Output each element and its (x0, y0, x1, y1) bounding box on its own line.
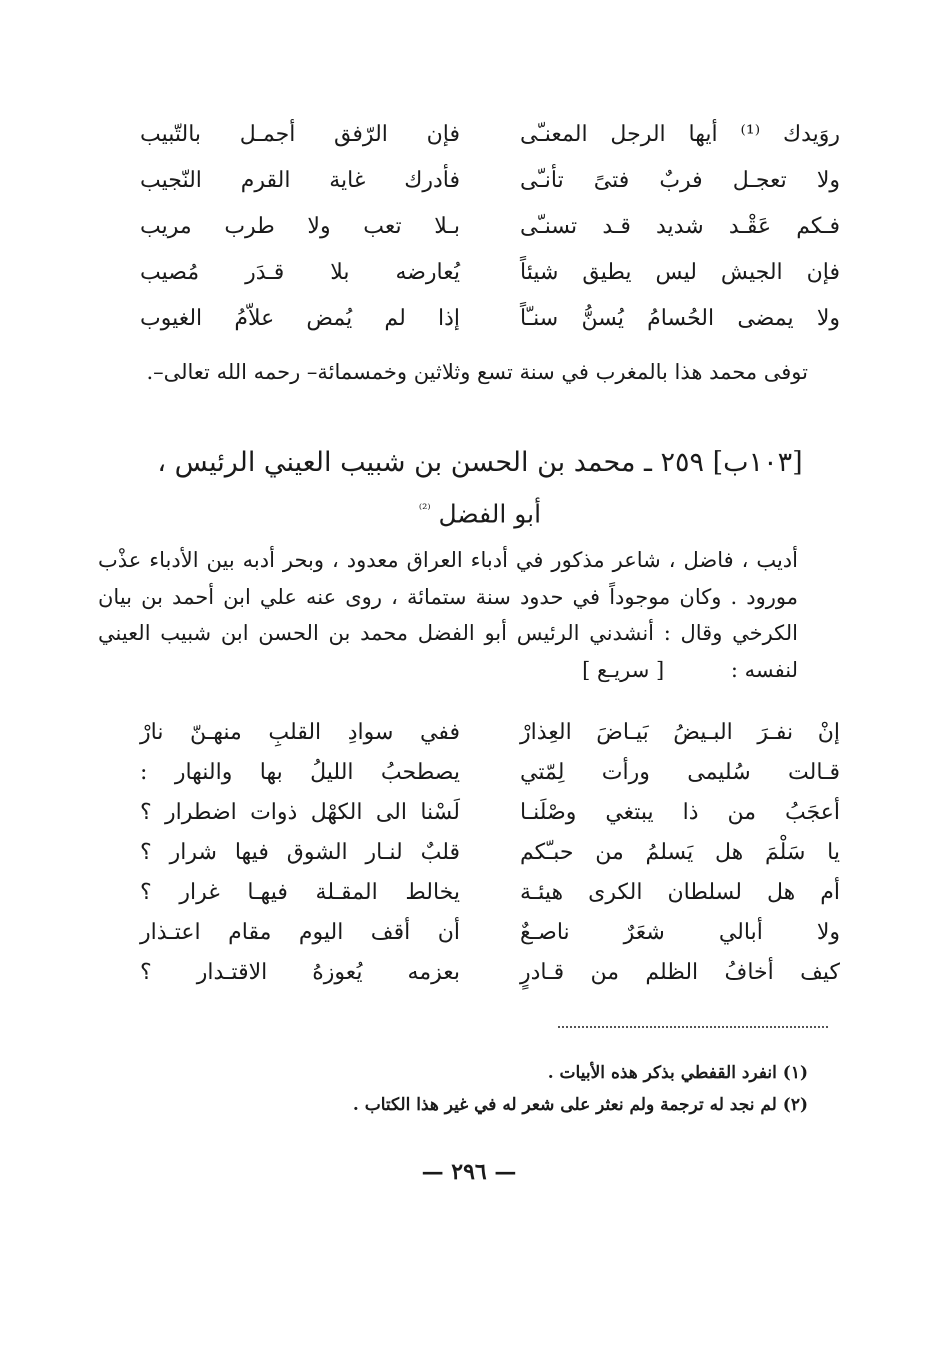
verse-second-hemistich: قلبٌ لنـار الشوق فيها شرار ؟ (140, 840, 460, 865)
death-note-paragraph: توفى محمد هذا بالمغرب في سنة تسع وثلاثين وخمسمائة– رحمه الله تعالى–. (146, 360, 808, 384)
biography-text: أديب ، فاضل ، شاعر مذكور في أدباء العراق معدود ، وبحر أدبه بين الأدباء عذْب مورود . وكان موجوداً في حدود سنة ستمائة ، روى عنه علي ابن أحمد بن بيان الكرخي وقال : أنشدني الرئيس أبو الفضل محمد بن الحسن ابن شبيب العيني لنفسه : (98, 548, 798, 682)
poem-2 (140, 713, 840, 1003)
verse-second-hemistich: يصطحبُ الليلُ بها والنهار : (140, 760, 460, 785)
poem-1 (140, 112, 840, 342)
poetic-meter-label: [ سريـع ] (582, 657, 665, 682)
entry-subtitle-text: أبو الفضل (438, 499, 542, 529)
verse-second-hemistich: إذا لم يُمض علاّمُ الغيوب (140, 306, 460, 331)
page-number: — ٢٩٦ — (421, 1159, 517, 1185)
verse-line (140, 913, 840, 953)
verse-second-hemistich: يُعارضه بلا قـدَر مُصيب (140, 260, 460, 285)
verse-second-hemistich: بعزمه يُعوزهُ الاقتـدار ؟ (140, 960, 460, 985)
verse-line (140, 873, 840, 913)
verse-second-hemistich: بـلا تعب ولا طرب مريب (140, 214, 460, 239)
footnote-separator (558, 1026, 828, 1028)
verse-second-hemistich: ففي سوادِ القلبِ منهـنّ نارْ (140, 720, 460, 745)
verse-line (140, 158, 840, 204)
verse-first-hemistich: فـكم عَقْـد شديد قـد تسنـّى (520, 214, 840, 239)
verse-first-hemistich: روَيدك ⁽¹⁾ أيها الرجل المعنـّى (520, 122, 841, 147)
biography-paragraph (98, 542, 798, 688)
verse-second-hemistich: فإن الرّفق أجمـل بالتّبيب (140, 122, 460, 147)
verse-first-hemistich: ولا أبالي شعَرٌ ناصـعٌ (520, 920, 840, 945)
verse-second-hemistich: لَسْنا الى الكهْل ذوات اضطرار ؟ (140, 800, 460, 825)
verse-line (140, 296, 840, 342)
verse-second-hemistich: فأدرك غاية القرم النّجيب (140, 168, 460, 193)
verse-second-hemistich: يخالط المقـلة فيهـا غرار ؟ (140, 880, 460, 905)
footnote-reference: ⁽²⁾ (418, 502, 431, 517)
verse-line (140, 112, 840, 158)
verse-first-hemistich: أعجَبُ من ذا يبتغي وصْلَنـا (520, 800, 840, 825)
verse-line (140, 753, 840, 793)
verse-first-hemistich: ولا يمضى الحُسامُ يُسنُّ سنـّاً (520, 306, 840, 331)
footnote-1: (١) انفرد القفطي بذكر هذه الأبيات . (547, 1063, 808, 1083)
verse-line (140, 713, 840, 753)
verse-line (140, 250, 840, 296)
verse-first-hemistich: أم هل لسلطان الكرى هيئـة (520, 880, 840, 905)
verse-first-hemistich: قـالت سُليمى ورأت لِمّتي (520, 760, 840, 785)
entry-heading: [١٠٣ب] ٢٥٩ ـ محمد بن الحسن بن شبيب العيني الرئيس ، (157, 447, 803, 478)
entry-subtitle (130, 486, 830, 538)
verse-first-hemistich: إنْ نفـرَ البـيضُ بَيـاضَ العِذارْ (520, 720, 840, 745)
verse-line (140, 793, 840, 833)
verse-line (140, 833, 840, 873)
verse-line (140, 204, 840, 250)
verse-first-hemistich: ولا تعجـل فربٌ فتىً تأنـّى (520, 168, 840, 193)
verse-second-hemistich: أن أقف اليوم مقام اعتـذار (140, 920, 460, 945)
footnote-2: (٢) لم نجد له ترجمة ولم نعثر على شعر له في غير هذا الكتاب . (352, 1095, 808, 1115)
verse-line (140, 953, 840, 993)
verse-first-hemistich: فإن الجيش ليس يطيق شيئاً (520, 260, 840, 285)
verse-first-hemistich: كيف أخافُ الظلم من قـادرٍ (520, 960, 840, 985)
verse-first-hemistich: يا سَلْمَ هل يَسلمُ من حبـّكم (520, 840, 840, 865)
